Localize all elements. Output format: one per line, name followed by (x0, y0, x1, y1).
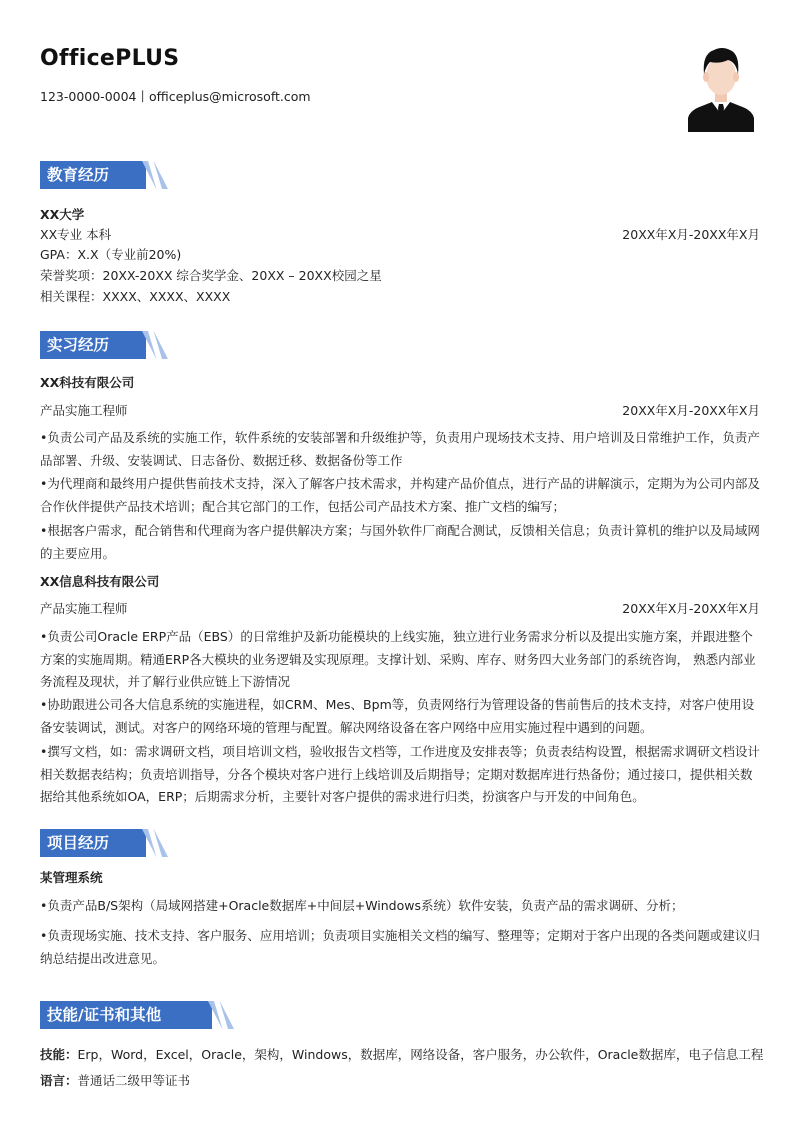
project-name: 某管理系统 (40, 870, 103, 885)
gpa: GPA：X.X（专业前20%) (40, 247, 182, 262)
honors: 荣誉奖项：20XX-20XX 综合奖学金、20XX – 20XX校园之星 (40, 268, 382, 283)
section-header-skills (40, 1001, 260, 1029)
bullet-item: •负责公司Oracle ERP产品（EBS）的日常维护及新功能模块的上线实施，独立进行业务需求分析以及提出实施方案，并跟进整个方案的实施周期。精通ERP各大模块的业务逻辑及实现原理。支撑计划、采购、库存、财务四大业务部门的系统咨询， 熟悉内部业务流程及现状，并了解行业供应链上下游情况 (40, 629, 756, 689)
bullet-item: •根据客户需求，配合销售和代理商为客户提供解决方案；与国外软件厂商配合测试，反馈相关信息；负责计算机的维护以及局域网的主要应用。 (40, 523, 760, 561)
language-row (40, 1071, 760, 1091)
bullet-item: •负责公司产品及系统的实施工作，软件系统的安装部署和升级维护等，负责用户现场技术支持、用户培训及日常维护工作，负责产品部署、升级、安装调试、日志备份、数据迁移、数据备份等工作 (40, 430, 760, 468)
section-title: 教育经历 (40, 161, 146, 189)
bullet-item: •为代理商和最终用户提供售前技术支持，深入了解客户技术需求，并构建产品价值点，进行产品的讲解演示，定期为为公司内部及合作伙伴提供产品技术培训；配合其它部门的工作，包括公司产品技术方案、推广文档的编写； (40, 476, 760, 514)
section-header-internship (40, 331, 260, 359)
section-title: 项目经历 (40, 829, 146, 857)
section-header-project (40, 829, 260, 857)
role-row (40, 599, 760, 619)
language-label: 语言： (40, 1073, 78, 1088)
bullet-item: •撰写文档，如：需求调研文档，项目培训文档，验收报告文档等，工作进度及安排表等；负责表结构设置，根据需求调研文档设计相关数据表结构；负责培训指导，分各个模块对客户进行上线培训及后期指导；定期对数据库进行热备份；通过接口，提供相关数据给其他系统如OA，ERP；后期需求分析，主要针对客户提供的需求进行归类，扮演客户与开发的中间角色。 (40, 744, 760, 804)
company-name: XX信息科技有限公司 (40, 574, 160, 589)
role-period: 20XX年X月-20XX年X月 (622, 601, 760, 616)
skills-label: 技能： (40, 1047, 78, 1062)
company-name: XX科技有限公司 (40, 375, 135, 390)
school-name: XX大学 (40, 207, 85, 222)
courses: 相关课程：XXXX、XXXX、XXXX (40, 289, 231, 304)
bullet-item: •协助跟进公司各大信息系统的实施进程，如CRM、Mes、Bpm等，负责网络行为管理设备的售前售后的技术支持，对客户使用设备安装调试，测试。对客户的网络环境的管理与配置。解决网络设备在客户网络中应用实施过程中遇到的问题。 (40, 697, 755, 735)
bullet-item: •负责产品B/S架构（局域网搭建+Oracle数据库+中间层+Windows系统）软件安装，负责产品的需求调研、分析； (40, 898, 684, 913)
section-header-education (40, 161, 260, 189)
avatar (688, 44, 754, 132)
role: 产品实施工程师 (40, 403, 128, 418)
bullet-item: •负责现场实施、技术支持、客户服务、应用培训；负责项目实施相关文档的编写、整理等；定期对于客户出现的各类问题或建议归纳总结提出改进意见。 (40, 928, 760, 966)
candidate-name: OfficePLUS (40, 46, 180, 71)
major: XX专业 本科 (40, 227, 112, 242)
skills-row (40, 1045, 764, 1065)
section-title: 实习经历 (40, 331, 146, 359)
section-title: 技能/证书和其他 (40, 1001, 212, 1029)
education-period: 20XX年X月-20XX年X月 (622, 227, 760, 242)
role: 产品实施工程师 (40, 601, 128, 616)
skills-text: Erp，Word，Excel，Oracle，架构，Windows，数据库，网络设备，客户服务，办公软件，Oracle数据库，电子信息工程 (77, 1047, 764, 1062)
role-row (40, 401, 760, 421)
education-major-row (40, 225, 760, 245)
role-period: 20XX年X月-20XX年X月 (622, 403, 760, 418)
contact-info: 123-0000-0004丨officeplus@microsoft.com (40, 89, 311, 104)
language-text: 普通话二级甲等证书 (77, 1073, 191, 1088)
